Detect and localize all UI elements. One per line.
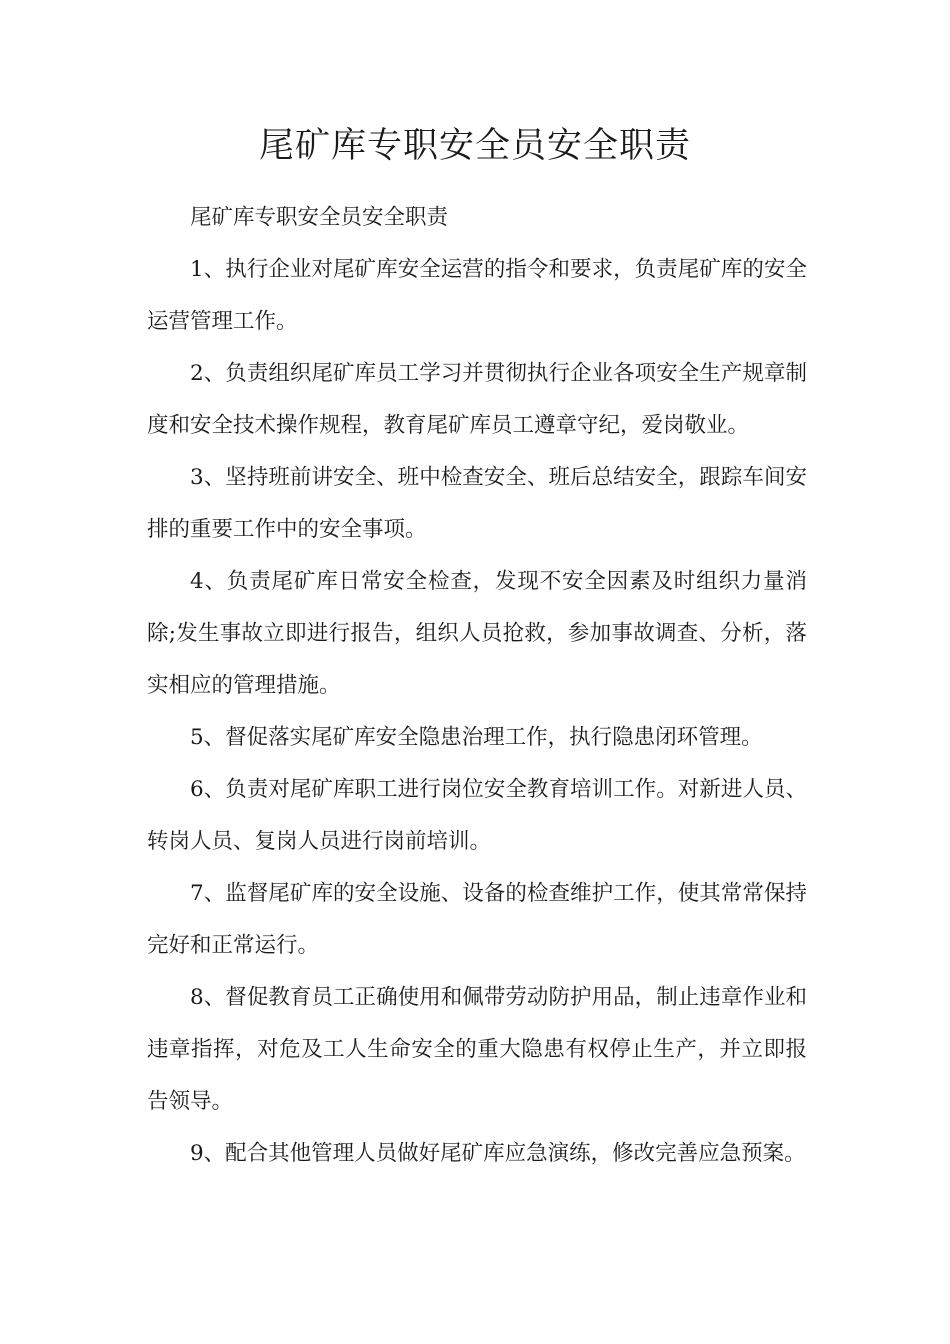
duty-item-8: 8、督促教育员工正确使用和佩带劳动防护用品，制止违章作业和违章指挥，对危及工人生命安全的重大隐患有权停止生产，并立即报告领导。 — [147, 985, 807, 1114]
duty-item-7: 7、监督尾矿库的安全设施、设备的检查维护工作，使其常常保持完好和正常运行。 — [147, 881, 807, 958]
duty-item-1: 1、执行企业对尾矿库安全运营的指令和要求，负责尾矿库的安全运营管理工作。 — [147, 257, 807, 334]
page-title: 尾矿库专职安全员安全职责 — [258, 126, 691, 166]
duty-item-4: 4、负责尾矿库日常安全检查，发现不安全因素及时组织力量消除;发生事故立即进行报告，组织人员抢救，参加事故调查、分析，落实相应的管理措施。 — [147, 569, 807, 698]
duty-item-5: 5、督促落实尾矿库安全隐患治理工作，执行隐患闭环管理。 — [190, 725, 763, 750]
duty-item-6: 6、负责对尾矿库职工进行岗位安全教育培训工作。对新进人员、转岗人员、复岗人员进行岗前培训。 — [147, 777, 807, 854]
document-body — [147, 192, 807, 1180]
document-subtitle: 尾矿库专职安全员安全职责 — [190, 205, 449, 230]
duty-item-2: 2、负责组织尾矿库员工学习并贯彻执行企业各项安全生产规章制度和安全技术操作规程，教育尾矿库员工遵章守纪，爱岗敬业。 — [147, 361, 807, 438]
duty-item-3: 3、坚持班前讲安全、班中检查安全、班后总结安全，跟踪车间安排的重要工作中的安全事项。 — [147, 465, 807, 542]
duty-item-9: 9、配合其他管理人员做好尾矿库应急演练，修改完善应急预案。 — [190, 1141, 806, 1166]
